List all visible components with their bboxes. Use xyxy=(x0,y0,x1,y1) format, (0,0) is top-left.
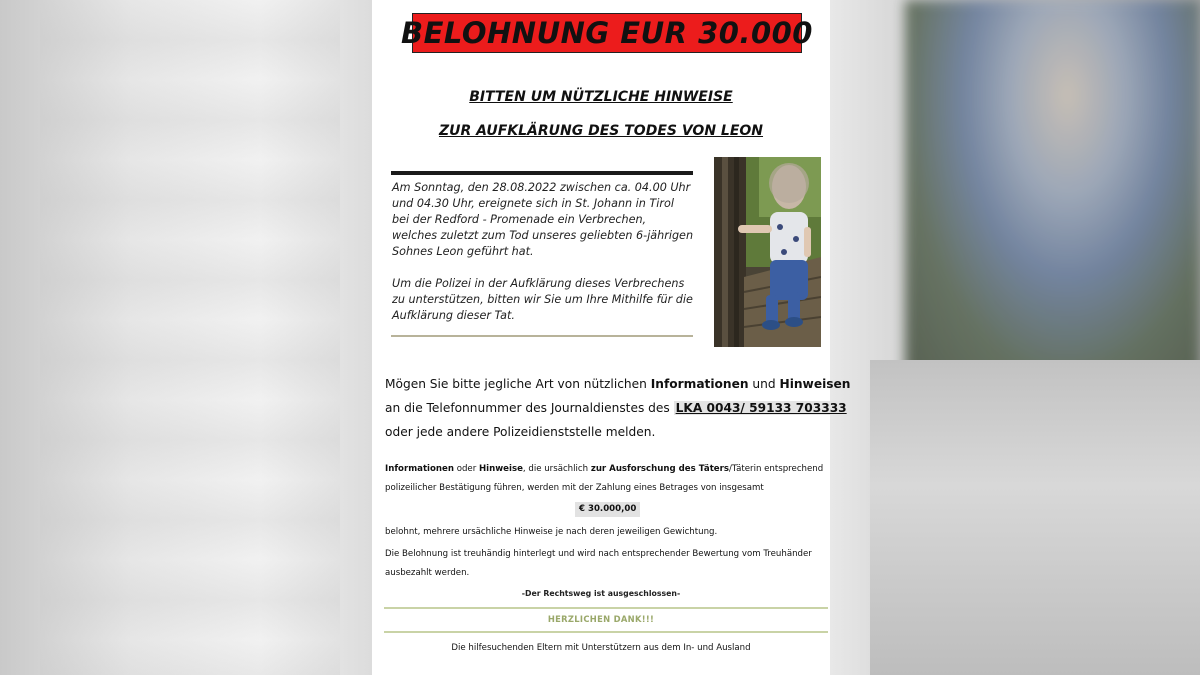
story-divider-top xyxy=(391,171,693,175)
terms-text-2: /Täterin entsprechend xyxy=(728,464,824,474)
call-line-2-text: an die Telefonnummer des Journaldienstes des xyxy=(385,401,674,415)
terms-text-1: , die ursächlich xyxy=(522,464,591,474)
child-photo xyxy=(714,157,821,347)
call-line-3: oder jede andere Polizeidienststelle melden. xyxy=(385,425,656,439)
thanks-divider-top xyxy=(384,607,828,609)
story-paragraph-1: Am Sonntag, den 28.08.2022 zwischen ca. 04.00 Uhr und 04.30 Uhr, ereignete sich in St. Johann in Tirol bei der Redford - Promenade ein Verbrechen, welches zuletzt zum Tod unseres geliebten 6-jährigen Sohnes Leon geführt hat. xyxy=(392,181,694,258)
reward-headline-banner xyxy=(401,13,813,53)
reward-poster xyxy=(372,0,851,675)
blurred-photo-background xyxy=(905,0,1200,380)
reward-terms-line-1 xyxy=(385,463,830,476)
terms-oder: oder xyxy=(453,464,479,474)
thanks-text: HERZLICHEN DANK!!! xyxy=(547,614,655,624)
blurred-poster-background xyxy=(870,360,1200,675)
reward-terms-line-3: belohnt, mehrere ursächliche Hinweise je nach deren jeweiligen Gewichtung. xyxy=(385,527,718,537)
call-line-1-text: Mögen Sie bitte jegliche Art von nützlichen xyxy=(385,377,651,391)
signature-text: Die hilfesuchenden Eltern mit Unterstützern aus dem In- und Ausland xyxy=(451,643,751,653)
subtitle-line-2: ZUR AUFKLÄRUNG DES TODES VON LEON xyxy=(438,123,764,139)
child-photo-illustration xyxy=(714,157,821,347)
story-divider-bottom xyxy=(391,335,693,337)
thanks-divider-bottom xyxy=(384,631,828,633)
call-line-1 xyxy=(385,372,851,396)
call-line-1-und: und xyxy=(748,377,780,391)
legal-note: -Der Rechtsweg ist ausgeschlossen- xyxy=(521,589,681,598)
terms-informationen: Informationen xyxy=(385,464,454,474)
reward-headline: BELOHNUNG EUR 30.000 xyxy=(401,16,813,50)
subtitle-line-1: BITTEN UM NÜTZLICHE HINWEISE xyxy=(469,89,733,105)
call-to-action xyxy=(385,372,851,444)
terms-hinweise: Hinweise xyxy=(478,464,523,474)
call-line-1-hinweisen: Hinweisen xyxy=(779,377,851,391)
story-text xyxy=(392,180,694,324)
terms-ausforschung: zur Ausforschung des Täters xyxy=(590,464,729,474)
call-line-2 xyxy=(385,396,847,420)
call-line-1-informationen: Informationen xyxy=(650,377,749,391)
blurred-background-left xyxy=(0,0,372,675)
reward-terms-line-4: Die Belohnung ist treuhändig hinterlegt und wird nach entsprechender Bewertung vom Treuhänder xyxy=(385,549,812,559)
story-paragraph-2: Um die Polizei in der Aufklärung dieses Verbrechens zu unterstützen, bitten wir Sie um Ihre Mithilfe für die Aufklärung dieser Tat. xyxy=(392,277,693,322)
reward-terms-line-2: polizeilicher Bestätigung führen, werden mit der Zahlung eines Betrages von insgesamt xyxy=(385,483,764,493)
reward-terms-line-5: ausbezahlt werden. xyxy=(385,568,470,578)
reward-amount: € 30.000,00 xyxy=(575,502,640,517)
lka-phone-number: LKA 0043/ 59133 703333 xyxy=(675,401,847,415)
